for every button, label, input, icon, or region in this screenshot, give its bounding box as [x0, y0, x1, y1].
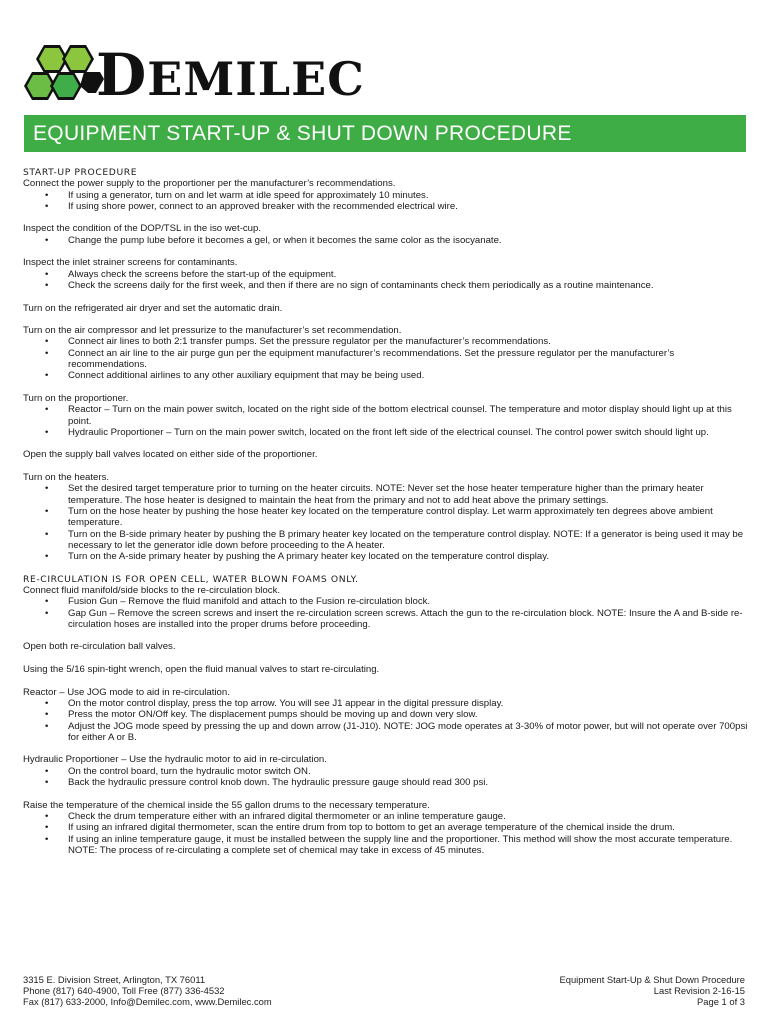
bullet-item: • If using shore power, connect to an approved breaker with the recommended electrical wire. [23, 201, 748, 212]
paragraph-gap [23, 653, 748, 664]
document-body [23, 167, 748, 856]
bullet-item: • Connect additional airlines to any other auxiliary equipment that may be being used. [23, 370, 748, 381]
bullet-item: • Reactor – Turn on the main power switch, located on the right side of the bottom electrical counsel. The temperature and motor display should light up at this point. [23, 404, 748, 427]
procedure-step: Open the supply ball valves located on either side of the proportioner. [23, 449, 318, 461]
section-heading: RE-CIRCULATION IS FOR OPEN CELL, WATER BLOWN FOAMS ONLY. [23, 573, 359, 585]
paragraph-gap [23, 675, 748, 686]
bullet-list [23, 336, 748, 381]
bullet-item: • Change the pump lube before it becomes a gel, or when it becomes the same color as the isocyanate. [23, 235, 748, 246]
bullet-item: • Back the hydraulic pressure control knob down. The hydraulic pressure gauge should read 300 psi. [23, 777, 748, 788]
procedure-step: Reactor – Use JOG mode to aid in re-circulation. [23, 686, 230, 698]
hexagon-cluster-icon [24, 45, 104, 100]
bullet-item: • Connect air lines to both 2:1 transfer pumps. Set the pressure regulator per the manufacturer’s recommendations. [23, 336, 748, 347]
bullet-item: • Always check the screens before the start-up of the equipment. [23, 269, 748, 280]
bullet-list [23, 766, 748, 789]
bullet-list [23, 269, 748, 292]
section-heading: START-UP PROCEDURE [23, 167, 138, 178]
bullet-item: • Hydraulic Proportioner – Turn on the main power switch, located on the front left side of the electrical counsel. The control power switch should light up. [23, 427, 748, 438]
bullet-list [23, 483, 748, 562]
procedure-step: Hydraulic Proportioner – Use the hydraulic motor to aid in re-circulation. [23, 754, 327, 766]
bullet-list [23, 811, 748, 856]
logo-rest: EMILEC [147, 52, 365, 106]
procedure-step: Connect the power supply to the proportioner per the manufacturer’s recommendations. [23, 178, 396, 190]
bullet-item: • If using a generator, turn on and let warm at idle speed for approximately 10 minutes. [23, 190, 748, 201]
bullet-item: • Adjust the JOG mode speed by pressing the up and down arrow (J1-J10). NOTE: JOG mode operates at 3-30% of motor power, but will not operate over 700psi for either A or B. [23, 721, 748, 744]
paragraph-gap [23, 291, 748, 302]
footer-phone: Phone (817) 640-4900, Toll Free (877) 336-4532 [23, 985, 225, 997]
bullet-item: • Turn on the hose heater by pushing the hose heater key located on the temperature control display. Let warm approximately ten degrees above ambient temperature. [23, 506, 748, 529]
paragraph-gap [23, 212, 748, 223]
bullet-item: • Check the screens daily for the first week, and then if there are no sign of contaminants check them periodically as a routine maintenance. [23, 280, 748, 291]
procedure-step: Turn on the heaters. [23, 472, 110, 484]
procedure-step: Inspect the condition of the DOP/TSL in the iso wet-cup. [23, 223, 262, 235]
procedure-step: Turn on the proportioner. [23, 392, 129, 404]
procedure-step: Raise the temperature of the chemical inside the 55 gallon drums to the necessary temperature. [23, 799, 430, 811]
bullet-list [23, 596, 748, 630]
bullet-item: • If using an inline temperature gauge, it must be installed between the supply line and the proportioner. This method will show the most accurate temperature. NOTE: The process of re-circulating a complete set of chemical may take in excess of 45 minutes. [23, 834, 748, 857]
paragraph-gap [23, 630, 748, 641]
paragraph-gap [23, 246, 748, 257]
bullet-item: • Turn on the A-side primary heater by pushing the A primary heater key located on the temperature control display. [23, 551, 748, 562]
bullet-list [23, 190, 748, 213]
paragraph-gap [23, 743, 748, 754]
footer-address: 3315 E. Division Street, Arlington, TX 76011 [23, 974, 206, 985]
bullet-item: • If using an infrared digital thermometer, scan the entire drum from top to bottom to get an average temperature of the chemical inside the drum. [23, 822, 748, 833]
procedure-step: Open both re-circulation ball valves. [23, 641, 176, 653]
bullet-item: • On the control board, turn the hydraulic motor switch ON. [23, 766, 748, 777]
bullet-list [23, 698, 748, 743]
logo-initial: D [96, 41, 148, 109]
paragraph-gap [23, 788, 748, 799]
bullet-item: • Set the desired target temperature prior to turning on the heater circuits. NOTE: Never set the hose heater temperature higher than the primary heater temperature. The hose heater is designed to maintain the heat from the primary and not to add heat above the primary settings. [23, 483, 748, 506]
bullet-item: • Turn on the B-side primary heater by pushing the B primary heater key located on the temperature control display. NOTE: If a generator is being used it may be necessary to let the generator idle down before proceeding to the A heater. [23, 529, 748, 552]
bullet-item: • Check the drum temperature either with an infrared digital thermometer or an inline temperature gauge. [23, 811, 748, 822]
procedure-step: Turn on the air compressor and let pressurize to the manufacturer’s set recommendation. [23, 325, 402, 337]
paragraph-gap [23, 382, 748, 393]
footer-document-info [559, 974, 745, 1008]
bullet-item: • Press the motor ON/Off key. The displacement pumps should be moving up and down very slow. [23, 709, 748, 720]
document-title-banner: EQUIPMENT START-UP & SHUT DOWN PROCEDURE [24, 115, 746, 152]
footer-revision: Last Revision 2-16-15 [653, 985, 745, 997]
footer-doc-title: Equipment Start-Up & Shut Down Procedure [559, 974, 745, 985]
paragraph-gap [23, 461, 748, 472]
bullet-item: • Gap Gun – Remove the screen screws and insert the re-circulation screen screws. Attach the gun to the re-circulation block. NOTE: Insure the A and B-side re-circulation hoses are installed into the proper drums before proceeding. [23, 608, 748, 631]
paragraph-gap [23, 314, 748, 325]
footer-contact [23, 974, 272, 1008]
bullet-list [23, 404, 748, 438]
paragraph-gap [23, 438, 748, 449]
procedure-step: Turn on the refrigerated air dryer and set the automatic drain. [23, 302, 283, 314]
footer-page-number: Page 1 of 3 [697, 996, 745, 1008]
bullet-list [23, 235, 748, 246]
footer-fax: Fax (817) 633-2000, Info@Demilec.com, www.Demilec.com [23, 996, 272, 1008]
bullet-item: • Fusion Gun – Remove the fluid manifold and attach to the Fusion re-circulation block. [23, 596, 748, 607]
procedure-step: Connect fluid manifold/side blocks to the re-circulation block. [23, 584, 281, 596]
logo-wordmark [96, 41, 365, 109]
procedure-step: Using the 5/16 spin-tight wrench, open the fluid manual valves to start re-circulating. [23, 664, 380, 676]
paragraph-gap [23, 562, 748, 573]
bullet-item: • On the motor control display, press the top arrow. You will see J1 appear in the digital pressure display. [23, 698, 748, 709]
procedure-step: Inspect the inlet strainer screens for contaminants. [23, 257, 238, 269]
bullet-item: • Connect an air line to the air purge gun per the equipment manufacturer’s recommendations. Set the pressure regulator per the manufacturer’s recommendations. [23, 348, 748, 371]
